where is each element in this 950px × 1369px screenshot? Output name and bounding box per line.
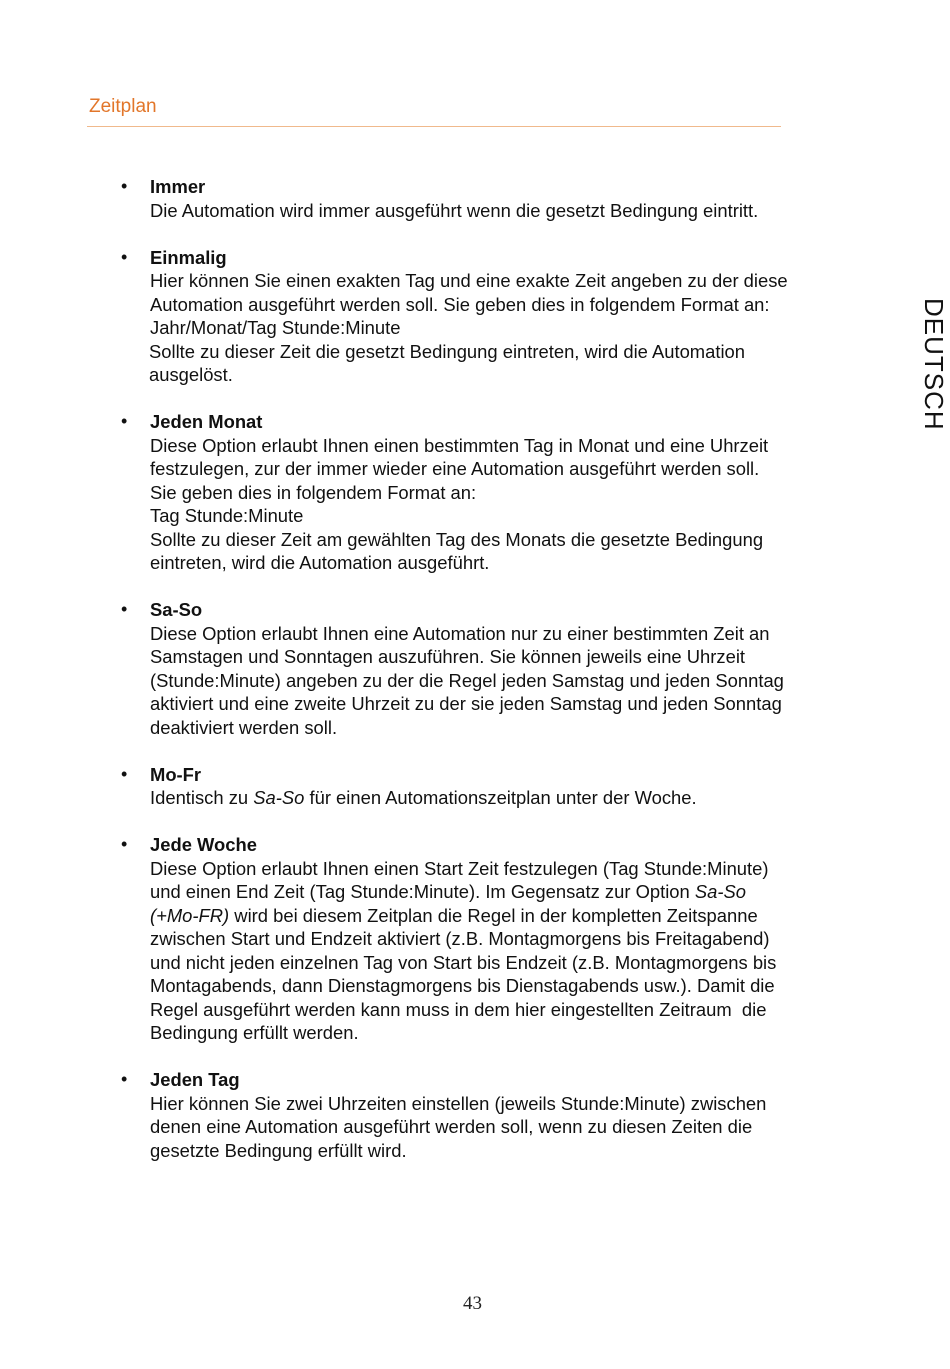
item-text: Bedingung erfüllt werden.: [150, 1022, 359, 1043]
item-title: Mo-Fr: [150, 763, 202, 785]
item-text: Die Automation wird immer ausgeführt wenn die gesetzt Bedingung eintritt.: [150, 199, 759, 221]
item-text: [150, 904, 870, 928]
item-text: festzulegen, zur der immer wieder eine Automation ausgeführt werden soll.: [150, 458, 760, 479]
item-title: Einmalig: [150, 246, 227, 268]
list-item-sa-so: [121, 598, 870, 739]
bullet-icon: •: [121, 411, 128, 431]
list-item-einmalig: [121, 246, 870, 387]
item-text: und nicht jeden einzelnen Tag von Start bis Endzeit (z.B. Montagmorgens bis: [150, 951, 777, 973]
item-title: Sa-So: [150, 599, 203, 620]
bullet-icon: •: [121, 599, 128, 619]
item-text: Hier können Sie einen exakten Tag und eine exakte Zeit angeben zu der diese: [150, 270, 788, 291]
item-text: Tag Stunde:Minute: [150, 505, 304, 526]
list-item-jeden-monat: [121, 410, 870, 575]
schedule-options-list: [121, 175, 870, 1186]
item-text: Sie geben dies in folgendem Format an:: [150, 481, 477, 503]
item-text: Automation ausgeführt werden soll. Sie geben dies in folgendem Format an:: [150, 293, 770, 315]
item-text: aktiviert und eine zweite Uhrzeit zu der sie jeden Samstag und jeden Sonntag: [150, 693, 782, 714]
text-run: für einen Automationszeitplan unter der Woche.: [304, 787, 697, 808]
item-text: Sollte zu dieser Zeit am gewählten Tag des Monats die gesetzte Bedingung: [150, 528, 764, 550]
text-run: Identisch zu: [150, 787, 254, 808]
item-text: Diese Option erlaubt Ihnen eine Automation nur zu einer bestimmten Zeit an: [150, 622, 770, 644]
item-text: Diese Option erlaubt Ihnen einen Start Zeit festzulegen (Tag Stunde:Minute): [150, 857, 769, 879]
item-text: (Stunde:Minute) angeben zu der die Regel jeden Samstag und jeden Sonntag: [150, 669, 784, 691]
bullet-icon: •: [121, 176, 128, 196]
item-text: gesetzte Bedingung erfüllt wird.: [150, 1139, 407, 1161]
emphasis-text: Sa-So: [253, 787, 305, 808]
item-text: Samstagen und Sonntagen auszuführen. Sie können jeweils eine Uhrzeit: [150, 646, 746, 667]
bullet-icon: •: [121, 834, 128, 854]
section-title: Zeitplan: [89, 96, 157, 117]
emphasis-text: Sa-So: [694, 881, 746, 902]
item-text: Montagabends, dann Dienstagmorgens bis Dienstagabends usw.). Damit die: [150, 975, 775, 996]
item-text: ausgelöst.: [149, 364, 233, 385]
page-number: 43: [463, 1293, 482, 1314]
bullet-icon: •: [121, 246, 128, 267]
item-text: zwischen Start und Endzeit aktiviert (z.B. Montagmorgens bis Freitagabend): [150, 928, 770, 949]
bullet-icon: •: [121, 763, 128, 784]
item-title: Jede Woche: [150, 834, 257, 855]
item-title: Jeden Monat: [150, 411, 263, 432]
item-text: Regel ausgeführt werden kann muss in dem hier eingestellten Zeitraum die: [150, 998, 767, 1020]
list-item-mo-fr: [121, 763, 870, 810]
header-divider: [87, 126, 781, 127]
item-text: Diese Option erlaubt Ihnen einen bestimmten Tag in Monat und eine Uhrzeit: [150, 434, 769, 456]
item-text: eintreten, wird die Automation ausgeführt.: [150, 552, 490, 573]
emphasis-text: (+Mo-FR): [150, 904, 230, 926]
item-text: deaktiviert werden soll.: [150, 716, 338, 738]
list-item-jede-woche: [121, 833, 870, 1045]
item-title: Jeden Tag: [150, 1069, 240, 1090]
item-text: denen eine Automation ausgeführt werden soll, wenn zu diesen Zeiten die: [150, 1116, 753, 1137]
item-text: [150, 880, 870, 904]
text-run: und einen End Zeit (Tag Stunde:Minute). Im Gegensatz zur Option: [150, 881, 695, 902]
list-item-jeden-tag: [121, 1068, 870, 1162]
item-text: Jahr/Monat/Tag Stunde:Minute: [150, 317, 401, 338]
item-text: Sollte zu dieser Zeit die gesetzt Bedingung eintreten, wird die Automation: [149, 340, 746, 362]
bullet-icon: •: [121, 1069, 128, 1089]
text-run: wird bei diesem Zeitplan die Regel in der kompletten Zeitspanne: [229, 904, 758, 926]
language-side-tab: DEUTSCH: [919, 298, 949, 431]
list-item-immer: [121, 175, 870, 222]
item-text: [150, 786, 870, 810]
item-text: Hier können Sie zwei Uhrzeiten einstellen (jeweils Stunde:Minute) zwischen: [150, 1092, 767, 1114]
item-title: Immer: [150, 176, 206, 197]
